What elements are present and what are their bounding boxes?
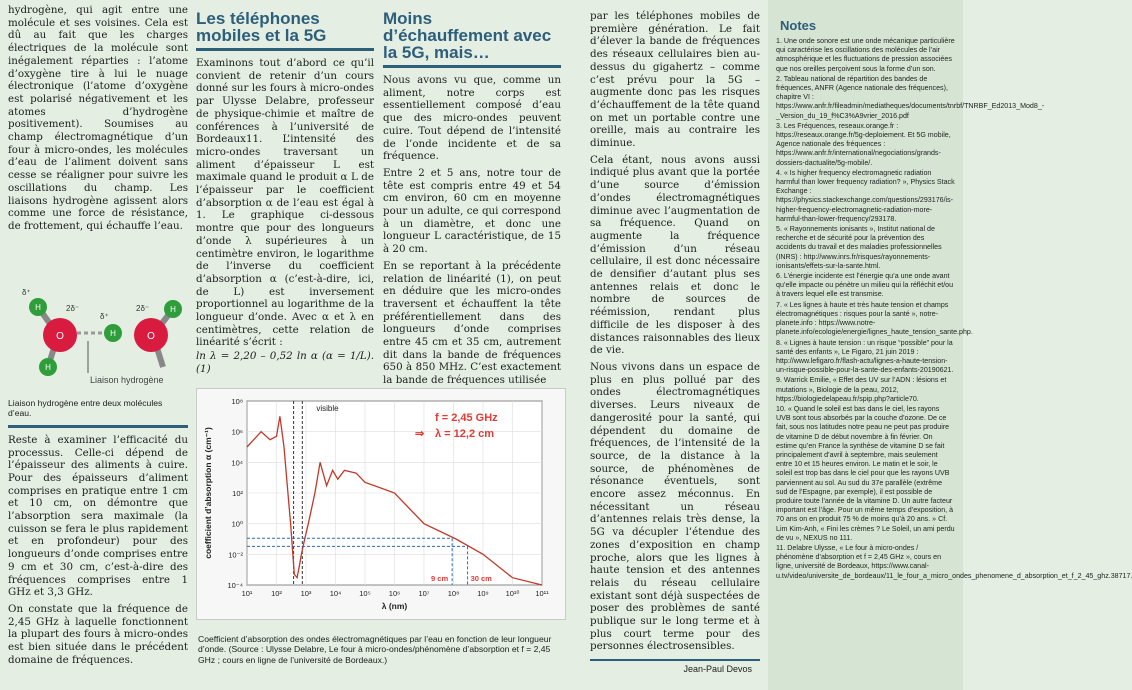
column-2 <box>196 0 374 376</box>
note-item: 5. « Rayonnements ionisants », Institut national de recherche et de sécurité pour la prévention des accidents du travail et des maladies professionnelles (INRS) : http://www.inrs.fr/risques/rayonnements-ionisants/effets-sur-la-sante.html. <box>776 225 942 270</box>
y-axis-label: coefficient d’absorption α (cm⁻¹) <box>203 427 213 559</box>
y-tick-label: 10⁶ <box>231 427 243 437</box>
bond-label: Liaison hydrogène <box>90 375 164 385</box>
note-item: 4. « Is higher frequency electromagnetic radiation harmful than lower frequency radiation? », Physics Stack Exchange : https://physics.stackexchange.com/questions/293176/is-higher-frequency-electromagnetic-radiation-more-harmful-than-lower-frequency/293178. <box>776 168 955 223</box>
note-item: 10. « Quand le soleil est bas dans le ciel, les rayons UVB sont tous absorbés par la couche d’ozone. De ce fait, sous nos latitudes notre peau ne peut pas produire de vitamine D de début novembre à fin février. On estime qu’en France la synthèse de vitamine D se fait principalement d’avril à septembre, mais seulement entre 10 et 15 heures environ. Le matin et le soir, le soleil est trop bas dans le ciel pour que les rayons UVB parviennent au sol. Au sud du 37e parallèle (extrême sud de l’Espagne, par exemple), il est possible de produire toute l’année de la vitamine D. Un autre facteur important est l’âge. Pour un même temps d’exposition, à 70 ans on en produit 75 % de moins qu’à 20 ans. » Cf. Lim Kim-Anh, « Fini les crèmes ? Le Soleil, un ami perdu de vu », NEXUS no 111. <box>776 404 955 542</box>
delta-minus: 2δ⁻ <box>66 304 80 313</box>
y-tick-label: 10⁻² <box>228 550 243 560</box>
figure-caption: Liaison hydrogène entre deux molécules d’eau. <box>8 398 163 419</box>
atom-o-label: O <box>56 331 64 342</box>
author-signature: Jean-Paul Devos <box>683 664 752 675</box>
paragraph: On constate que la fréquence de 2,45 GHz à laquelle fonctionnent la plupart des fours à micro-ondes est bien située dans le précédent domaine de fréquences. <box>8 602 188 666</box>
x-tick-label: 10⁹ <box>477 589 489 598</box>
y-tick-label: 10² <box>232 489 243 498</box>
arrow-annotation: ⇒ <box>415 428 425 440</box>
paragraph: Cela étant, nous avons aussi indiqué plus avant que la portée d’une source d’émission d’ondes électromagnétiques diminue avec l’augmentation de sa fréquence. Quand on augmente la fréquence d’émission d’un réseau cellulaire, il est donc nécessaire de densifier d’autant plus ses antennes relais et donc le nombre de sources de réémission, rendant plus difficile de les disposer à des distances raisonnables des lieux de vie. <box>590 153 760 357</box>
note-item: 3. Les Fréquences, reseaux.orange.fr : https://reseaux.orange.fr/5g-deploiement. Et 5G mobile, Agence nationale des fréquences : https://www.anfr.fr/international/negociations/grands-dossiers-dactualite/5g-mobile/. <box>776 121 951 167</box>
x-tick-label: 10⁴ <box>329 589 342 598</box>
paragraph: Reste à examiner l’efficacité du processus. Celle-ci dépend de l’épaisseur des aliments à cuire. Pour des épaisseurs d’aliment comprises en pratique entre 1 cm et 10 cm, on démontre que l’absorption sera maximale (la cuisson se fera le plus rapidement et en profondeur) pour des longueurs d’onde comprises entre 9 cm et 30 cm, c’est-à-dire des fréquences comprises entre 1 GHz et 3,3 GHz. <box>8 433 188 599</box>
delta-minus: 2δ⁻ <box>136 304 150 313</box>
label-9cm: 9 cm <box>431 574 449 583</box>
visible-label: visible <box>316 404 339 413</box>
note-item: 8. « Lignes à haute tension : un risque “possible” pour la santé des enfants », Le Figaro, 21 juin 2019 : http://www.lefigaro.fr/flash-actu/lignes-a-haute-tension-un-risque-possible-pour-la-sante-des-enfants-20190621. <box>776 338 954 375</box>
x-tick-label: 10¹¹ <box>535 589 549 598</box>
paragraph: Nous vivons dans un espace de plus en plus pollué par des ondes électromagnétiques diverses. Leurs niveaux de dangerosité pour la santé, qui dépendent du domaine de fréquences, de l’intensité de la source, de la distance à la source, de phénomènes de résonance éventuels, sont encore assez méconnus. En nécessitant un réseau d’antennes relais très dense, la 5G va décupler l’étendue des zones d’exposition en champ proche, alors que les lignes à haute tension et des antennes relais du réseau cellulaire existant sont déjà suspectées de poser des problèmes de santé publique sur le long terme et à plus court terme pour des personnes électrosensibles. <box>590 360 760 653</box>
note-item: 6. L’énergie incidente est l’énergie qu’a une onde avant qu’elle impacte ou pénètre un milieu qui la réfléchit et/ou à travers lequel elle est transmise. <box>776 272 954 299</box>
paragraph: Nous avons vu que, comme un aliment, notre corps est essentiellement composé d’eau que des micro-ondes peuvent cuire. Tout dépend de l’intensité de l’onde incidente et de sa fréquence. <box>383 74 561 163</box>
x-tick-label: 10⁵ <box>359 589 371 598</box>
atom-h-label: H <box>35 303 41 312</box>
label-30cm: 30 cm <box>470 574 492 583</box>
x-tick-label: 10² <box>271 589 282 598</box>
section-heading: Les téléphones mobiles et la 5G <box>196 10 374 51</box>
x-tick-label: 10⁷ <box>418 589 430 598</box>
paragraph: Examinons tout d’abord ce qu’il convient de retenir d’un cours donné sur les fours à micro-ondes par Ulysse Delabre, professeur de physique-chimie et maître de conférences à l’université de Bordeaux11. L’intensité des micro-ondes traversant un aliment d’épaisseur L est maximale quand le produit α L de l’épaisseur par le coefficient d’absorption α de l’eau est égal à 1. Le graphique ci-dessous montre que pour des longueurs d’onde λ supérieures à un centimètre environ, le logarithme de l’inverse du coefficient d’absorption α (c’est-à-dire, ici, de L) est inversement proportionnel au logarithme de la longueur d’onde. Avec α et λ en centimètres, cette relation de linéarité s’écrit : <box>196 57 374 349</box>
absorption-chart <box>196 388 566 620</box>
note-item: 9. Warrick Emilie, « Effet des UV sur l’ADN : lésions et mutations », Biologie de la peau, 2012, https://biologiedelapeau.fr/spip.php?article70. <box>776 376 947 403</box>
atom-o-label: O <box>147 331 155 342</box>
y-tick-label: 10⁰ <box>231 519 243 529</box>
column-1-lower <box>8 398 188 666</box>
y-tick-label: 10⁻⁴ <box>227 581 243 590</box>
note-item: 1. Une onde sonore est une onde mécanique particulière qui caractérise les oscillations des molécules de l’air atmosphérique et les fluctuations de pression associées que nos oreilles perçoivent sous la forme d’un son. <box>776 37 955 73</box>
water-molecule-figure <box>8 285 188 395</box>
section-heading: Moins d’échauffement avec la 5G, mais… <box>383 10 561 68</box>
note-item: 7. « Les lignes à haute et très haute tension et champs électromagnétiques : risques pour la santé », notre-planete.info : https://www.notre-planete.info/ecologie/energie/lignes_haute_tension_sante.php. <box>776 300 973 337</box>
freq-annotation: f = 2,45 GHz <box>435 412 498 424</box>
atom-h-label: H <box>110 329 116 338</box>
paragraph: Entre 2 et 5 ans, notre tour de tête est compris entre 49 et 54 cm environ, 60 cm en moyenne pour un adulte, ce qui correspond à un diamètre, et donc une longueur L caractéristique, de 15 à 20 cm. <box>383 166 561 256</box>
column-1 <box>8 0 188 233</box>
x-axis-label: λ (nm) <box>381 601 408 611</box>
paragraph: par les téléphones mobiles de première génération. Le fait d’élever la bande de fréquences des réseaux cellulaires bien au-dessus du gigahertz – comme c’est prévu pour la 5G – augmente donc pas les risques d’échauffement de la tête quand on met un portable contre une oreille, mais au contraire les diminue. <box>590 10 760 150</box>
note-item: 11. Delabre Ulysse, « Le four à micro-ondes / phénomène d’absorption et f = 2,45 GHz », cours en ligne, université de Bordeaux, https://www.canal-u.tv/video/universite_de_bordeaux/11_le_four_a_micro_ondes_phenomene_d_absorption_et_f_2_45_ghz.38717. <box>776 543 1132 580</box>
note-item: 2. Tableau national de répartition des bandes de fréquences, ANFR (Agence nationale des fréquences), chapitre VI : https://www.anfr.fr/fileadmin/mediatheques/documents/tnrbf/TNRBF_Ed2013_Mod8_-_Version_du_19_f%C3%A9vrier_2016.pdf <box>776 74 1045 120</box>
chart-caption: Coefficient d’absorption des ondes électromagnétiques par l’eau en fonction de leur longueur d’onde. (Source : Ulysse Delabre, Le four à micro-ondes/phénomène d’absorption et f = 2,45 GHz ; cours en ligne de l’université de Bordeaux.) <box>198 634 552 665</box>
x-tick-label: 10¹⁰ <box>505 589 520 598</box>
y-tick-label: 10⁸ <box>231 397 243 406</box>
notes-list <box>776 37 1132 581</box>
column-4 <box>590 0 760 676</box>
atom-h-label: H <box>170 305 176 314</box>
x-tick-label: 10¹ <box>241 589 253 598</box>
hydrogen-bond-diagram <box>8 285 188 395</box>
lambda-annotation: λ = 12,2 cm <box>435 428 495 440</box>
formula: ln λ = 2,20 – 0,52 ln α (α = 1/L). (1) <box>196 350 374 375</box>
chart-svg <box>197 389 565 619</box>
x-tick-label: 10³ <box>300 589 312 598</box>
column-3 <box>383 0 561 387</box>
y-tick-label: 10⁴ <box>231 458 243 468</box>
delta-plus: δ⁺ <box>22 288 31 297</box>
paragraph: En se reportant à la précédente relation de linéarité (1), on peut en déduire que les micro-ondes traversent et échauffent la tête préférentiellement dans des longueurs d’onde comprises entre 45 cm et 35 cm, autrement dit dans la bande de fréquences 650 à 850 MHz. C’est exactement la bande de fréquences utilisée <box>383 259 561 387</box>
delta-plus: δ⁺ <box>100 312 109 321</box>
paragraph: hydrogène, qui agit entre une molécule et ses voisines. Cela est dû au fait que les charges électriques de la molécule sont inégalement réparties : l’atome d’oxygène tire à lui le nuage électronique (l’atome d’oxygène est polarisé négativement et les atomes d’hydrogène positivement). Soumises au champ électromagnétique d’un four à micro-ondes, les molécules d’eau de l’aliment doivent sans cesse se réaligner pour suivre les oscillations du champ. Les liaisons hydrogène agissent alors comme une force de résistance, de frottement, qui échauffe l’eau. <box>8 4 188 232</box>
atom-h-label: H <box>45 363 51 372</box>
notes-sidebar <box>768 0 1132 690</box>
x-tick-label: 10⁸ <box>447 589 460 598</box>
x-tick-label: 10⁶ <box>388 589 401 598</box>
notes-title: Notes <box>780 18 817 33</box>
